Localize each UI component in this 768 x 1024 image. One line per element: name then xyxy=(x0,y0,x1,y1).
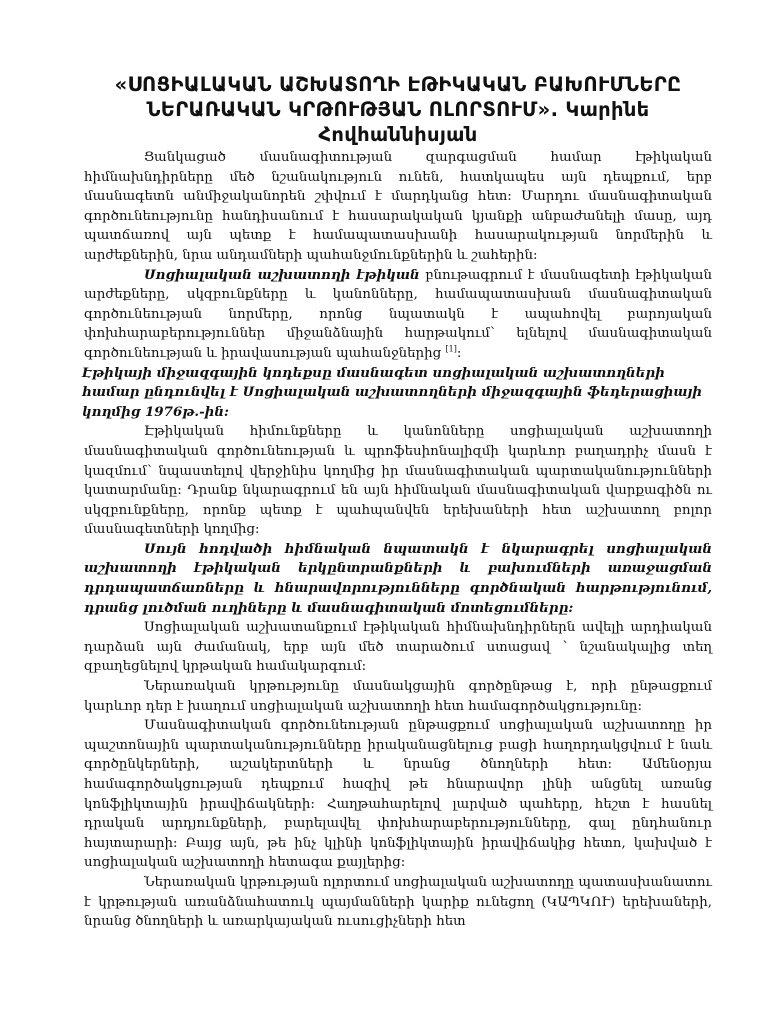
paragraph-article-goal: Սույն հոդվածի հիմնական նպատակն է նկարագրել սոցիալական աշխատողի էթիկական երկընտրանքների և բախումների առաջացման դրդապատճառները և հնարավորությունները գործնական հարթությունում, դրանց լուծման ուղիները և մասնագիտական մոտեցումները: xyxy=(84,540,712,616)
ethics-term: Սոցիալական աշխատողի էթիկան xyxy=(144,266,420,283)
paragraph-intro: Ցանկացած մասնագիտության զարգացման համար էթիկական հիմնախնդիրները մեծ նշանակություն ունեն, հատկապես այն դեպքում, երբ մասնագետն անմիջականորեն շփվում է մարդկանց հետ: Մարդու մասնագիտական գործունեությունը հանդիսանում է հասարակական կյանքի անբաժանելի մասը, այդ պատճառով այն պետք է համապատասխանի հասարակության նորմերին և արժեքներին, նրա անդամների պահանջմունքներին և շահերին: xyxy=(84,150,712,263)
paragraph-professional-activity: Մասնագիտական գործունեության ընթացքում սոցիալական աշխատողը իր պաշտոնային պարտականությունները իրականացնելուց բացի հաղորդակցվում է նաև գործընկերների, աշակերտների և նրանց ծնողների հետ: Ամենօրյա համագործակցության դեպքում հազիվ թե հնարավոր լինի անցնել առանց կոնֆլիկտային իրավիճակների: Հաղթահարելով լարված պահերը, հեշտ է հասնել դրական արդյունքների, բարելավել փոխհարաբերությունները, գալ ընդհանուր հայտարարի: Բայց այն, թե ինչ կլինի կոնֆլիկտային իրավիճակից հետո, կախված է սոցիալական աշխատողի հետագա քայլերից: xyxy=(84,718,712,871)
reference-marker: [1] xyxy=(445,344,457,354)
ethics-definition-end: : xyxy=(456,345,462,361)
ethics-definition-text: բնութագրում է մասնագետի էթիկական արժեքները, սկզբունքները և կանոնները, համապատասխան մասնագիտական գործունեության նորմերը, որոնց նպատակն է ապահովել բարոյական փոխհարաբերություններ միջանձնային հարթակում՝ ելնելով մասնագիտական գործունեության և իրավասության պահանջներից xyxy=(84,267,712,361)
paragraph-relevance: Սոցիալական աշխատանքում էթիկական հիմնախնդիրներն ավելի արդիական դարձան այն ժամանակ, երբ այն մեծ տարածում ստացավ ՝ նշանակալից տեղ զբաղեցնելով կրթական համակարգում: xyxy=(84,620,712,675)
paragraph-responsibility: Ներառական կրթության ոլորտում սոցիալական աշխատողը պատասխանատու է կրթության առանձնահատուկ պայմանների կարիք ունեցող (ԿԱՊԿՈՒ) երեխաների, նրանց ծնողների և առարկայական ուսուցիչների հետ xyxy=(84,874,712,930)
code-adoption-note: Էթիկայի միջազգային կոդեքսը մասնագետ սոցիալական աշխատողների համար ընդունվել է Սոցիալական աշխատողների միջազգային ֆեդերացիայի կողմից 1976թ.-ին: xyxy=(82,364,702,420)
paragraph-ethics-definition xyxy=(84,266,712,364)
paragraph-ethics-principles: Էթիկական հիմունքները և կանոնները սոցիալական աշխատողի մասնագիտական գործունեության և պրոֆեսիոնալիզմի կարևոր բաղադրիչ մասն է կազմում՝ նպաստելով վերջինիս կողմից իր մասնագիտական պարտականությունների կատարմանը: Դրանք նկարագրում են այն հիմնական մասնագիտական վարքագիծն ու սկզբունքները, որոնք պետք է պահպանվեն երեխաների հետ աշխատող բոլոր մասնագետների կողմից: xyxy=(84,424,712,538)
paragraph-inclusive-education: Ներառական կրթությունը մասնակցային գործընթաց է, որի ընթացքում կարևոր դեր է խաղում սոցիալական աշխատողի հետ համագործակցությունը: xyxy=(84,679,712,714)
document-title: «ՍՈՑԻԱԼԱԿԱՆ ԱՇԽԱՏՈՂԻ ԷԹԻԿԱԿԱՆ ԲԱԽՈՒՄՆԵՐԸ ՆԵՐԱՌԱԿԱՆ ԿՐԹՈՒԹՅԱՆ ՈԼՈՐՏՈՒՄ». Կարինե Հովհաննիսյան xyxy=(114,73,682,146)
